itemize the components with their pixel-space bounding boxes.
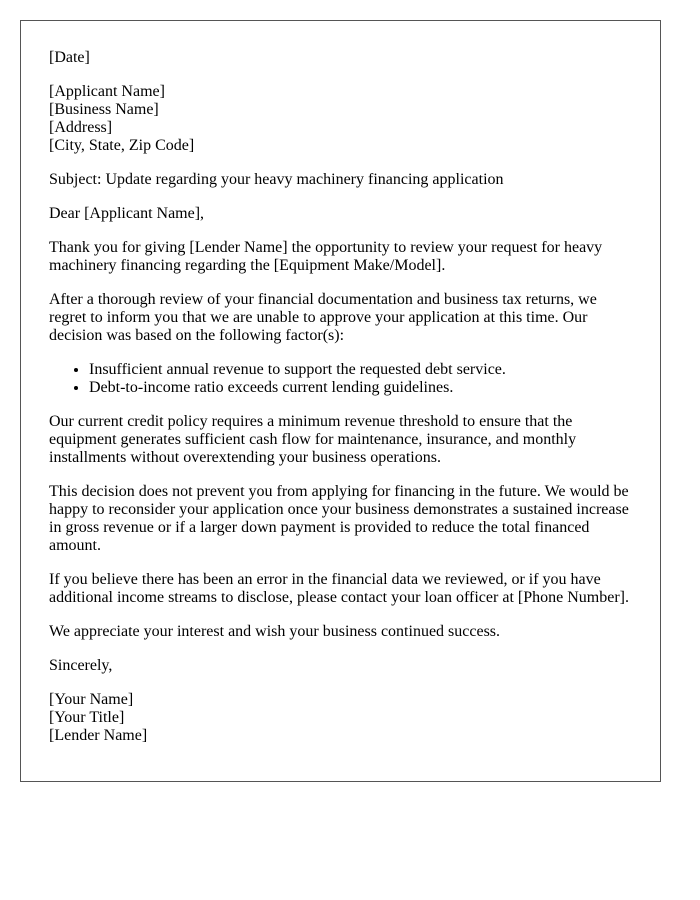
recipient-address: [Address]: [49, 119, 113, 136]
factors-list: [49, 361, 632, 397]
signature-block: [49, 691, 632, 745]
closing-note: We appreciate your interest and wish your business continued success.: [49, 623, 501, 640]
factor-item: • Debt-to-income ratio exceeds current lending guidelines.: [89, 379, 632, 397]
letter: [20, 20, 661, 782]
contact-paragraph: If you believe there has been an error in the financial data we reviewed, or if you have additional income streams to disclose, please contact your loan officer at [Phone Number].: [49, 571, 629, 606]
recipient-business: [Business Name]: [49, 101, 159, 118]
date: [Date]: [49, 49, 90, 66]
subject-line: Subject: Update regarding your heavy machinery financing application: [49, 171, 504, 188]
decision-paragraph: After a thorough review of your financial documentation and business tax returns, we regret to inform you that we are unable to approve your application at this time. Our decision was based on the following factor(s):: [49, 291, 597, 344]
future-paragraph: This decision does not prevent you from applying for financing in the future. We would be happy to reconsider your application once your business demonstrates a sustained increase in gross revenue or if a larger down payment is provided to reduce the total financed amount.: [49, 483, 629, 554]
signature-lender: [Lender Name]: [49, 727, 148, 744]
recipient-city-state-zip: [City, State, Zip Code]: [49, 137, 195, 154]
recipient-name: [Applicant Name]: [49, 83, 165, 100]
closing: Sincerely,: [49, 657, 113, 674]
policy-paragraph: Our current credit policy requires a minimum revenue threshold to ensure that the equipment generates sufficient cash flow for maintenance, insurance, and monthly installments without overextending your business operations.: [49, 413, 577, 466]
signature-title: [Your Title]: [49, 709, 125, 726]
recipient-block: [49, 83, 632, 155]
salutation: Dear [Applicant Name],: [49, 205, 205, 222]
intro-paragraph: Thank you for giving [Lender Name] the opportunity to review your request for heavy machinery financing regarding the [Equipment Make/Model].: [49, 239, 603, 274]
signature-name: [Your Name]: [49, 691, 134, 708]
factor-item: • Insufficient annual revenue to support the requested debt service.: [89, 361, 632, 379]
